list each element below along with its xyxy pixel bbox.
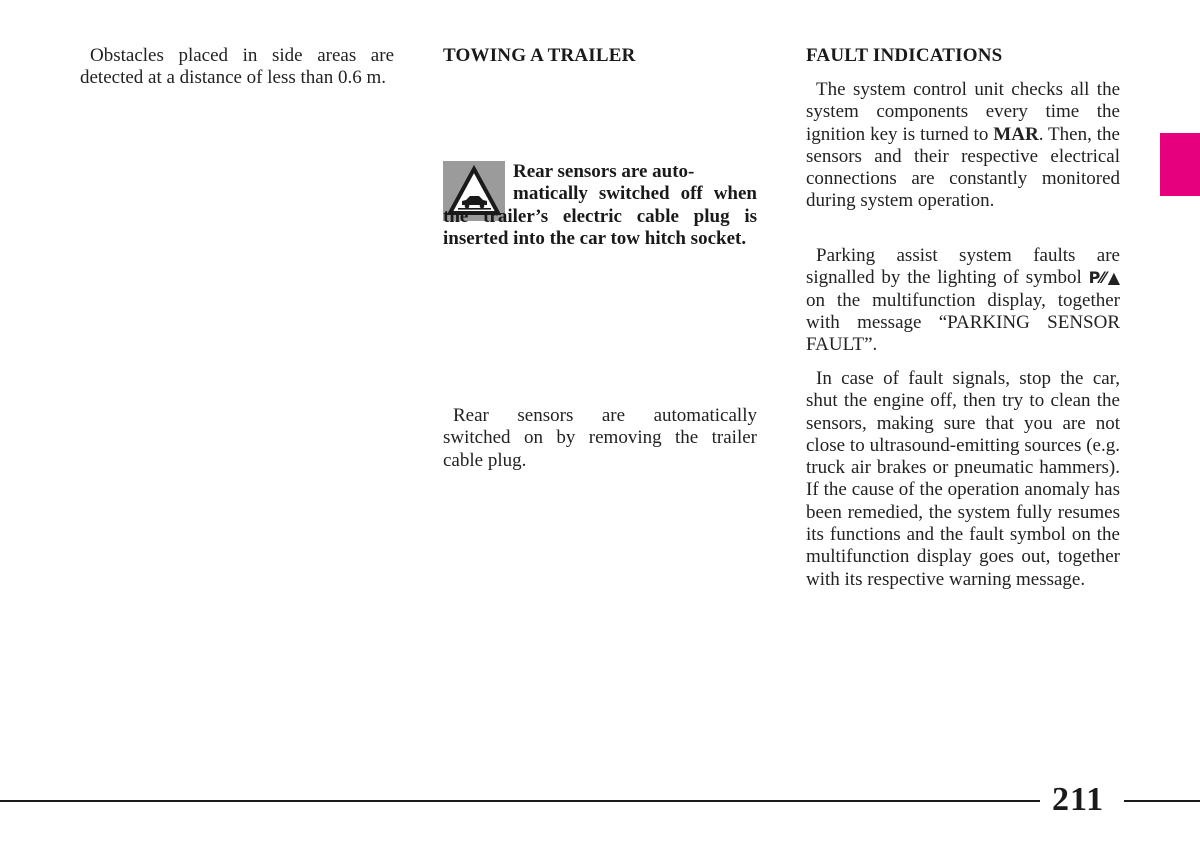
warning-text-body: matically switched off when the trailer’s electric cable plug is inserted into the car tow hitch socket. [443, 183, 757, 249]
mar-key-position: MAR [993, 123, 1039, 145]
page-number: 211 [1052, 781, 1105, 818]
fault-p1-text-before: The system control unit checks all the system components every time the ignition key is turned to [806, 79, 1120, 145]
fault-p2-text-before: Parking assist system faults are signalled by the lighting of symbol [806, 245, 1120, 289]
footer-rule-left [0, 800, 1040, 802]
footer-rule-right [1124, 800, 1200, 802]
left-paragraph-side-obstacles: Obstacles placed in side areas are detected at a distance of less than 0.6 m. [80, 45, 394, 89]
fault-indications-heading: FAULT INDICATIONS [806, 45, 1003, 66]
parking-sensor-fault-symbol-icon: P⁄⁄▲ [1088, 268, 1121, 288]
middle-paragraph-sensors-on: Rear sensors are automatically switched on by removing the trailer cable plug. [443, 405, 757, 471]
fault-paragraph-1 [806, 79, 1120, 213]
fault-p2-text-after: on the multifunction display, together with message “PARKING SENSOR FAULT”. [806, 289, 1120, 356]
fault-paragraph-3: In case of fault signals, stop the car, shut the engine off, then try to clean the sensors, making sure that you are not close to ultrasound-emitting sources (e.g. truck air brakes or pneumatic hammers). If the cause of the operation anomaly has been remedied, the system fully resumes its functions and the fault symbol on the multifunction display goes out, together with its respective warning message. [806, 368, 1120, 590]
towing-trailer-heading: TOWING A TRAILER [443, 45, 636, 66]
fault-paragraph-2 [806, 245, 1120, 356]
warning-text-line1: Rear sensors are auto- [513, 161, 695, 182]
section-tab-marker [1160, 133, 1200, 196]
trailer-warning-box [443, 161, 757, 281]
fault-p1-text-after: . Then, the sensors and their respective electrical connections are constantly monitored during system operation. [806, 123, 1120, 212]
